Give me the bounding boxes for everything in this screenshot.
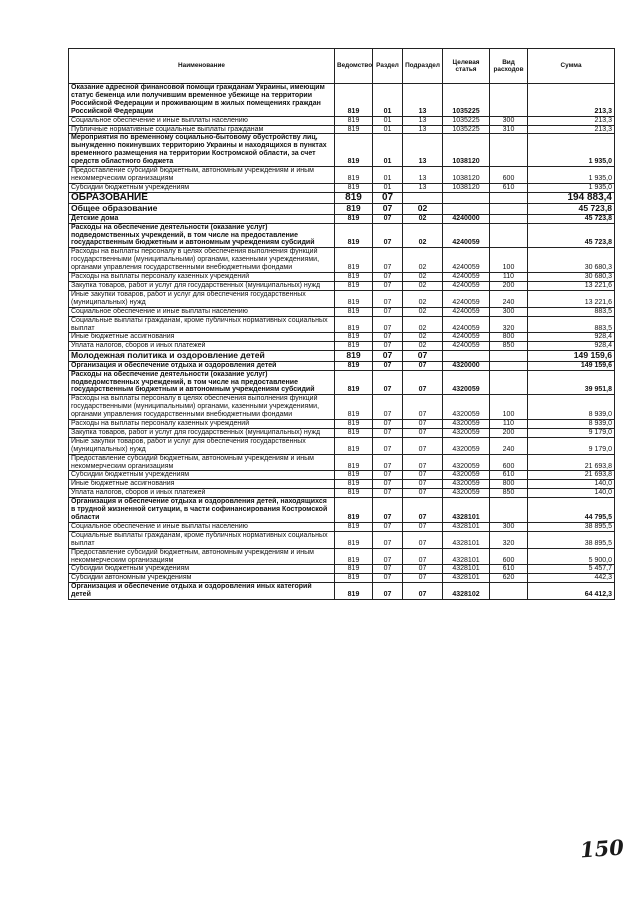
cell-sub: 02	[403, 273, 443, 282]
cell-tgt: 1038120	[443, 183, 490, 192]
cell-sec: 07	[373, 420, 403, 429]
cell-name: Социальное обеспечение и иные выплаты населению	[69, 116, 335, 125]
header-exptype: Вид расходов	[490, 49, 528, 84]
cell-tgt: 4320059	[443, 480, 490, 489]
cell-typ	[490, 361, 528, 370]
cell-sec: 07	[373, 395, 403, 420]
table-row	[69, 333, 615, 342]
cell-tgt: 4328101	[443, 565, 490, 574]
table-row	[69, 420, 615, 429]
cell-typ: 620	[490, 574, 528, 583]
cell-name: Предоставление субсидий бюджетным, автономным учреждениям и иным некоммерческим организациям	[69, 548, 335, 565]
cell-name: Иные закупки товаров, работ и услуг для обеспечения государственных (муниципальных) нужд	[69, 290, 335, 307]
cell-name: Субсидии бюджетным учреждениям	[69, 565, 335, 574]
cell-tgt: 4240059	[443, 307, 490, 316]
table-header-row	[69, 49, 615, 84]
cell-sum: 13 221,6	[528, 290, 615, 307]
cell-sub: 13	[403, 125, 443, 134]
cell-name: Социальное обеспечение и иные выплаты населению	[69, 307, 335, 316]
cell-dept: 819	[335, 192, 373, 204]
cell-sec: 07	[373, 248, 403, 273]
cell-sec: 07	[373, 192, 403, 204]
cell-sub: 02	[403, 281, 443, 290]
cell-typ: 100	[490, 395, 528, 420]
cell-name: Иные бюджетные ассигнования	[69, 333, 335, 342]
cell-name: Субсидии автономным учреждениям	[69, 574, 335, 583]
cell-sum: 21 693,8	[528, 471, 615, 480]
cell-sub: 02	[403, 333, 443, 342]
cell-name: Организация и обеспечение отдыха и оздоровления детей	[69, 361, 335, 370]
table-row	[69, 223, 615, 248]
cell-sum: 8 939,0	[528, 420, 615, 429]
cell-name: Субсидии бюджетным учреждениям	[69, 471, 335, 480]
table-row	[69, 167, 615, 184]
cell-tgt: 1035225	[443, 84, 490, 117]
table-row	[69, 307, 615, 316]
cell-typ: 800	[490, 480, 528, 489]
cell-sec: 07	[373, 342, 403, 351]
table-row	[69, 134, 615, 167]
header-dept: Ведомство	[335, 49, 373, 84]
cell-sec: 07	[373, 351, 403, 361]
cell-typ	[490, 134, 528, 167]
cell-sub: 13	[403, 134, 443, 167]
cell-dept: 819	[335, 574, 373, 583]
table-row	[69, 214, 615, 223]
cell-name: Предоставление субсидий бюджетным, автономным учреждениям и иным некоммерческим организациям	[69, 454, 335, 471]
cell-name: Публичные нормативные социальные выплаты гражданам	[69, 125, 335, 134]
cell-sub: 02	[403, 248, 443, 273]
table-row	[69, 428, 615, 437]
cell-sec: 07	[373, 361, 403, 370]
cell-typ: 300	[490, 116, 528, 125]
cell-sum: 38 895,5	[528, 522, 615, 531]
table-row	[69, 531, 615, 548]
cell-dept: 819	[335, 134, 373, 167]
cell-sec: 07	[373, 548, 403, 565]
cell-typ: 800	[490, 333, 528, 342]
cell-name: Расходы на выплаты персоналу в целях обеспечения выполнения функций государственными (муниципальными) органами, казенными учреждениями, органами управления государственными внебюджетными фондами	[69, 395, 335, 420]
table-row	[69, 498, 615, 523]
budget-document	[68, 48, 614, 600]
cell-name: Расходы на обеспечение деятельности (оказание услуг) подведомственных учреждений, в том числе на предоставление государственным бюджетным и автономным учреждениям субсидий	[69, 370, 335, 395]
cell-sec: 07	[373, 489, 403, 498]
cell-typ: 610	[490, 183, 528, 192]
cell-sum: 8 939,0	[528, 395, 615, 420]
cell-name: Организация и обеспечение отдыха и оздоровления иных категорий детей	[69, 583, 335, 600]
cell-sub: 02	[403, 316, 443, 333]
table-row	[69, 361, 615, 370]
cell-sub: 07	[403, 454, 443, 471]
cell-sum: 45 723,8	[528, 214, 615, 223]
cell-tgt: 4240059	[443, 342, 490, 351]
table-row	[69, 471, 615, 480]
cell-sum: 928,4	[528, 333, 615, 342]
cell-typ: 110	[490, 273, 528, 282]
cell-sub: 07	[403, 583, 443, 600]
cell-typ: 610	[490, 471, 528, 480]
cell-dept: 819	[335, 471, 373, 480]
cell-dept: 819	[335, 167, 373, 184]
cell-sec: 07	[373, 307, 403, 316]
cell-dept: 819	[335, 454, 373, 471]
cell-sub: 07	[403, 351, 443, 361]
cell-typ: 320	[490, 531, 528, 548]
cell-sec: 07	[373, 273, 403, 282]
cell-sub	[403, 192, 443, 204]
table-row	[69, 454, 615, 471]
cell-sum: 883,5	[528, 316, 615, 333]
cell-dept: 819	[335, 531, 373, 548]
cell-sum: 45 723,8	[528, 204, 615, 214]
cell-tgt: 1035225	[443, 116, 490, 125]
cell-typ	[490, 223, 528, 248]
cell-sum: 442,3	[528, 574, 615, 583]
cell-sum: 39 951,8	[528, 370, 615, 395]
cell-sub: 07	[403, 548, 443, 565]
table-row	[69, 204, 615, 214]
cell-name: Расходы на обеспечение деятельности (оказание услуг) подведомственных учреждений, в том числе на предоставление государственным бюджетным и автономным учреждениям субсидий	[69, 223, 335, 248]
cell-sec: 07	[373, 480, 403, 489]
table-row	[69, 125, 615, 134]
cell-dept: 819	[335, 223, 373, 248]
cell-sum: 64 412,3	[528, 583, 615, 600]
cell-name: Мероприятия по временному социально-бытовому обустройству лиц, вынужденно покинувших территорию Украины и находящихся в пунктах временного размещения на территории Костромской области, за счет средств областного бюджета	[69, 134, 335, 167]
table-row	[69, 395, 615, 420]
header-name: Наименование	[69, 49, 335, 84]
cell-typ	[490, 84, 528, 117]
cell-sec: 01	[373, 125, 403, 134]
cell-name: Расходы на выплаты персоналу казенных учреждений	[69, 420, 335, 429]
cell-sum: 13 221,6	[528, 281, 615, 290]
cell-typ	[490, 192, 528, 204]
cell-sec: 07	[373, 522, 403, 531]
cell-tgt: 4320059	[443, 437, 490, 454]
cell-sub: 07	[403, 574, 443, 583]
cell-sec: 07	[373, 583, 403, 600]
cell-sub: 07	[403, 489, 443, 498]
cell-sec: 07	[373, 574, 403, 583]
table-row	[69, 565, 615, 574]
cell-sub: 13	[403, 167, 443, 184]
cell-dept: 819	[335, 316, 373, 333]
cell-sub: 13	[403, 116, 443, 125]
cell-dept: 819	[335, 204, 373, 214]
table-row	[69, 522, 615, 531]
cell-typ: 240	[490, 437, 528, 454]
budget-table	[68, 48, 615, 600]
cell-sum: 213,3	[528, 116, 615, 125]
cell-tgt: 4328101	[443, 522, 490, 531]
cell-sec: 07	[373, 531, 403, 548]
cell-tgt: 4328102	[443, 583, 490, 600]
cell-sum: 194 883,4	[528, 192, 615, 204]
cell-sub: 13	[403, 183, 443, 192]
cell-sub: 02	[403, 342, 443, 351]
cell-name: Закупка товаров, работ и услуг для государственных (муниципальных) нужд	[69, 428, 335, 437]
cell-dept: 819	[335, 351, 373, 361]
cell-name: Закупка товаров, работ и услуг для государственных (муниципальных) нужд	[69, 281, 335, 290]
cell-sub: 07	[403, 480, 443, 489]
cell-typ: 240	[490, 290, 528, 307]
table-row	[69, 183, 615, 192]
cell-sec: 07	[373, 316, 403, 333]
cell-dept: 819	[335, 498, 373, 523]
cell-tgt	[443, 192, 490, 204]
cell-tgt: 4320059	[443, 454, 490, 471]
cell-tgt: 4240000	[443, 214, 490, 223]
cell-sec: 07	[373, 428, 403, 437]
cell-sum: 1 935,0	[528, 183, 615, 192]
table-row	[69, 437, 615, 454]
cell-sum: 928,4	[528, 342, 615, 351]
cell-sub: 07	[403, 522, 443, 531]
cell-typ: 600	[490, 454, 528, 471]
cell-tgt: 4328101	[443, 531, 490, 548]
cell-name: Иные закупки товаров, работ и услуг для обеспечения государственных (муниципальных) нужд	[69, 437, 335, 454]
cell-dept: 819	[335, 428, 373, 437]
cell-sec: 07	[373, 223, 403, 248]
cell-sub: 02	[403, 223, 443, 248]
cell-sub: 07	[403, 420, 443, 429]
cell-dept: 819	[335, 583, 373, 600]
cell-typ: 110	[490, 420, 528, 429]
cell-sec: 01	[373, 167, 403, 184]
cell-sub: 07	[403, 395, 443, 420]
cell-tgt: 4320000	[443, 361, 490, 370]
cell-tgt: 4320059	[443, 370, 490, 395]
cell-sum: 21 693,8	[528, 454, 615, 471]
cell-sum: 140,0	[528, 480, 615, 489]
cell-dept: 819	[335, 307, 373, 316]
cell-tgt: 4240059	[443, 248, 490, 273]
cell-sec: 07	[373, 214, 403, 223]
cell-sub: 07	[403, 361, 443, 370]
cell-dept: 819	[335, 248, 373, 273]
cell-tgt: 1038120	[443, 167, 490, 184]
table-row	[69, 548, 615, 565]
cell-sub: 07	[403, 370, 443, 395]
cell-dept: 819	[335, 480, 373, 489]
cell-sec: 07	[373, 471, 403, 480]
cell-dept: 819	[335, 420, 373, 429]
cell-sub: 07	[403, 471, 443, 480]
cell-typ: 850	[490, 489, 528, 498]
cell-sum: 5 457,7	[528, 565, 615, 574]
cell-sub: 02	[403, 204, 443, 214]
cell-typ: 320	[490, 316, 528, 333]
cell-tgt: 4320059	[443, 489, 490, 498]
cell-sub: 02	[403, 307, 443, 316]
cell-typ: 200	[490, 281, 528, 290]
cell-sec: 07	[373, 281, 403, 290]
table-row	[69, 116, 615, 125]
cell-typ: 300	[490, 522, 528, 531]
cell-typ	[490, 204, 528, 214]
cell-typ: 600	[490, 167, 528, 184]
cell-sec: 01	[373, 183, 403, 192]
cell-sum: 44 795,5	[528, 498, 615, 523]
cell-tgt	[443, 204, 490, 214]
cell-typ: 610	[490, 565, 528, 574]
cell-tgt: 4320059	[443, 471, 490, 480]
cell-dept: 819	[335, 281, 373, 290]
cell-name: Общее образование	[69, 204, 335, 214]
cell-typ	[490, 351, 528, 361]
cell-typ	[490, 498, 528, 523]
table-row	[69, 489, 615, 498]
table-row	[69, 281, 615, 290]
cell-tgt: 4328101	[443, 574, 490, 583]
cell-sec: 01	[373, 116, 403, 125]
table-row	[69, 192, 615, 204]
cell-name: Расходы на выплаты персоналу в целях обеспечения выполнения функций государственными (муниципальными) органами, казенными учреждениями, органами управления государственными внебюджетными фондами	[69, 248, 335, 273]
header-subsection: Подраздел	[403, 49, 443, 84]
cell-dept: 819	[335, 437, 373, 454]
table-row	[69, 583, 615, 600]
cell-dept: 819	[335, 125, 373, 134]
cell-sum: 30 680,3	[528, 273, 615, 282]
cell-sec: 07	[373, 454, 403, 471]
cell-sec: 01	[373, 134, 403, 167]
table-row	[69, 290, 615, 307]
cell-name: Уплата налогов, сборов и иных платежей	[69, 489, 335, 498]
cell-name: Предоставление субсидий бюджетным, автономным учреждениям и иным некоммерческим организациям	[69, 167, 335, 184]
cell-sum: 45 723,8	[528, 223, 615, 248]
cell-sub: 02	[403, 290, 443, 307]
table-row	[69, 84, 615, 117]
cell-dept: 819	[335, 342, 373, 351]
cell-dept: 819	[335, 333, 373, 342]
cell-sec: 01	[373, 84, 403, 117]
cell-name: Оказание адресной финансовой помощи гражданам Украины, имеющим статус беженца или получившим временное убежище на территории Российской Федерации и проживающим в жилых помещениях граждан Российской Федерации	[69, 84, 335, 117]
table-row	[69, 273, 615, 282]
cell-typ: 310	[490, 125, 528, 134]
cell-name: Уплата налогов, сборов и иных платежей	[69, 342, 335, 351]
table-row	[69, 480, 615, 489]
cell-name: Детские дома	[69, 214, 335, 223]
cell-sec: 07	[373, 290, 403, 307]
cell-typ	[490, 214, 528, 223]
cell-tgt: 4328101	[443, 548, 490, 565]
cell-tgt: 1038120	[443, 134, 490, 167]
table-row	[69, 351, 615, 361]
header-section: Раздел	[373, 49, 403, 84]
cell-sub: 07	[403, 498, 443, 523]
header-target: Целевая статья	[443, 49, 490, 84]
cell-name: Иные бюджетные ассигнования	[69, 480, 335, 489]
cell-sub: 07	[403, 437, 443, 454]
cell-dept: 819	[335, 565, 373, 574]
cell-sec: 07	[373, 565, 403, 574]
cell-sum: 213,3	[528, 125, 615, 134]
cell-sum: 149 159,6	[528, 351, 615, 361]
cell-tgt: 4320059	[443, 395, 490, 420]
cell-tgt: 4328101	[443, 498, 490, 523]
cell-dept: 819	[335, 116, 373, 125]
cell-name: Расходы на выплаты персоналу казенных учреждений	[69, 273, 335, 282]
cell-dept: 819	[335, 370, 373, 395]
cell-sum: 1 935,0	[528, 134, 615, 167]
cell-sum: 5 900,0	[528, 548, 615, 565]
cell-sum: 9 179,0	[528, 437, 615, 454]
cell-sum: 883,5	[528, 307, 615, 316]
cell-sub: 02	[403, 214, 443, 223]
cell-tgt: 4240059	[443, 290, 490, 307]
cell-typ	[490, 583, 528, 600]
cell-sum: 30 680,3	[528, 248, 615, 273]
cell-typ: 200	[490, 428, 528, 437]
cell-name: Молодежная политика и оздоровление детей	[69, 351, 335, 361]
cell-tgt: 4320059	[443, 428, 490, 437]
cell-sub: 07	[403, 531, 443, 548]
cell-tgt	[443, 351, 490, 361]
cell-sec: 07	[373, 370, 403, 395]
table-row	[69, 316, 615, 333]
cell-tgt: 4240059	[443, 333, 490, 342]
cell-dept: 819	[335, 214, 373, 223]
cell-tgt: 4240059	[443, 281, 490, 290]
cell-sub: 07	[403, 428, 443, 437]
cell-sum: 140,0	[528, 489, 615, 498]
cell-dept: 819	[335, 84, 373, 117]
cell-sec: 07	[373, 204, 403, 214]
cell-dept: 819	[335, 489, 373, 498]
cell-sec: 07	[373, 437, 403, 454]
cell-typ: 300	[490, 307, 528, 316]
cell-typ: 100	[490, 248, 528, 273]
cell-sub: 07	[403, 565, 443, 574]
cell-sum: 213,3	[528, 84, 615, 117]
table-row	[69, 574, 615, 583]
cell-sum: 38 895,5	[528, 531, 615, 548]
cell-tgt: 1035225	[443, 125, 490, 134]
cell-sub: 13	[403, 84, 443, 117]
cell-name: Социальные выплаты гражданам, кроме публичных нормативных социальных выплат	[69, 316, 335, 333]
page-number: 150	[579, 834, 625, 863]
cell-tgt: 4240059	[443, 223, 490, 248]
header-sum: Сумма	[528, 49, 615, 84]
cell-name: ОБРАЗОВАНИЕ	[69, 192, 335, 204]
cell-dept: 819	[335, 522, 373, 531]
cell-typ: 600	[490, 548, 528, 565]
cell-sum: 1 935,0	[528, 167, 615, 184]
cell-sec: 07	[373, 498, 403, 523]
table-row	[69, 248, 615, 273]
cell-tgt: 4320059	[443, 420, 490, 429]
table-body	[69, 84, 615, 600]
cell-dept: 819	[335, 183, 373, 192]
cell-sum: 9 179,0	[528, 428, 615, 437]
cell-tgt: 4240059	[443, 273, 490, 282]
cell-typ: 850	[490, 342, 528, 351]
cell-dept: 819	[335, 273, 373, 282]
cell-name: Социальные выплаты гражданам, кроме публичных нормативных социальных выплат	[69, 531, 335, 548]
cell-name: Социальное обеспечение и иные выплаты населению	[69, 522, 335, 531]
cell-dept: 819	[335, 395, 373, 420]
cell-tgt: 4240059	[443, 316, 490, 333]
cell-name: Субсидии бюджетным учреждениям	[69, 183, 335, 192]
cell-sum: 149 159,6	[528, 361, 615, 370]
cell-name: Организация и обеспечение отдыха и оздоровления детей, находящихся в трудной жизненной ситуации, в части софинансирования Костромской области	[69, 498, 335, 523]
table-row	[69, 370, 615, 395]
cell-sec: 07	[373, 333, 403, 342]
cell-dept: 819	[335, 361, 373, 370]
cell-dept: 819	[335, 548, 373, 565]
cell-typ	[490, 370, 528, 395]
cell-dept: 819	[335, 290, 373, 307]
